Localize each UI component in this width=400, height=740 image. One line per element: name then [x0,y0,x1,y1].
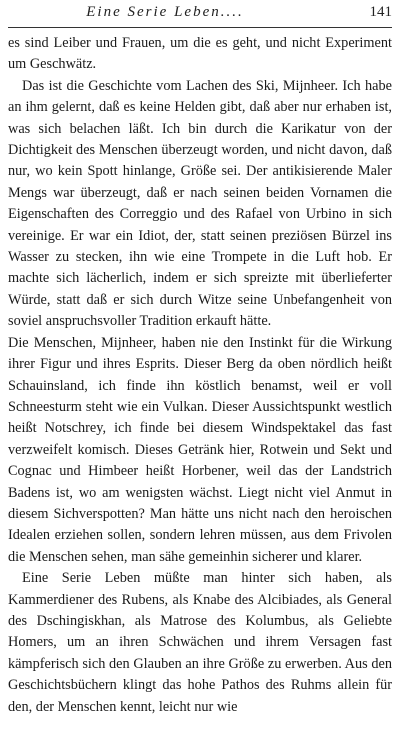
paragraph: Das ist die Geschichte vom Lachen des Ski, Mijnheer. Ich habe an ihm gelernt, daß es keine Helden gibt, daß aber nur erhaben ist, was sich belachen läßt. Ich bin durch die Karikatur von der Dichtigkeit des Menschen überzeugt worden, und nicht davon, daß nur, wo kein Spott hinlange, Größe sei. Der antikisierende Maler Mengs war überzeugt, daß er nach seinen beiden Vornamen die Eigenschaften des Correggio und des Rafael von Urbino in sich vereinige. Er war ein Idiot, der, statt seinen preziösen Bürzel ins Wasser zu stecken, ihn wie eine Trompete in die Luft hob. Er machte sich lächerlich, indem er sich spreizte mit überlieferter Würde, statt daß er sich durch Witze seine Unbefangenheit von soviel anspruchsvoller Tradition erkauft hätte. [8,77,392,330]
header-rule [8,27,392,28]
paragraph-continuation: es sind Leiber und Frauen, um die es geht, und nicht Experiment um Geschwätz. [8,35,392,73]
running-title: Eine Serie Leben.... [86,4,244,20]
page-number: 141 [369,4,392,20]
paragraph: Eine Serie Leben müßte man hinter sich haben, als Kammerdiener des Rubens, als Knabe des Alcibiades, als General des Dschingiskhan, als Matrose des Kolumbus, als Geliebte Homers, um an ihren Schwächen und ihrem Versagen fast kämpferisch sich den Glauben an ihre Größe zu erwerben. Aus den Geschichtsbüchern klingt das hohe Pathos des Ruhms allein für den, der Menschen kennt, leicht nur wie [8,570,392,715]
page-header [0,0,400,30]
paragraph: Die Menschen, Mijnheer, haben nie den Instinkt für die Wirkung ihrer Figur und ihres Esprits. Dieser Berg da oben nördlich heißt Schauinsland, ich finde ihn köstlich benamst, weil er voll Schneesturm steht wie ein Vulkan. Dieser Aussichtspunkt westlich heißt Notschrey, ich finde bei diesem Windspektakel das fast verzweifelt komisch. Dieses Getränk hier, Rotwein und Sekt und Cognac und Himbeer heißt Horbener, weil das der Landstrich Badens ist, wo am wenigsten wächst. Liegt nicht viel Anmut in diesem Sichverspotten? Man hätte uns nicht nach den heroischen Idealen erziehen sollen, sondern lehren müssen, aus dem Frivolen die Menschen sehen, man sähe gemeinhin sicherer und klarer. [8,334,392,565]
page-body [8,33,392,718]
